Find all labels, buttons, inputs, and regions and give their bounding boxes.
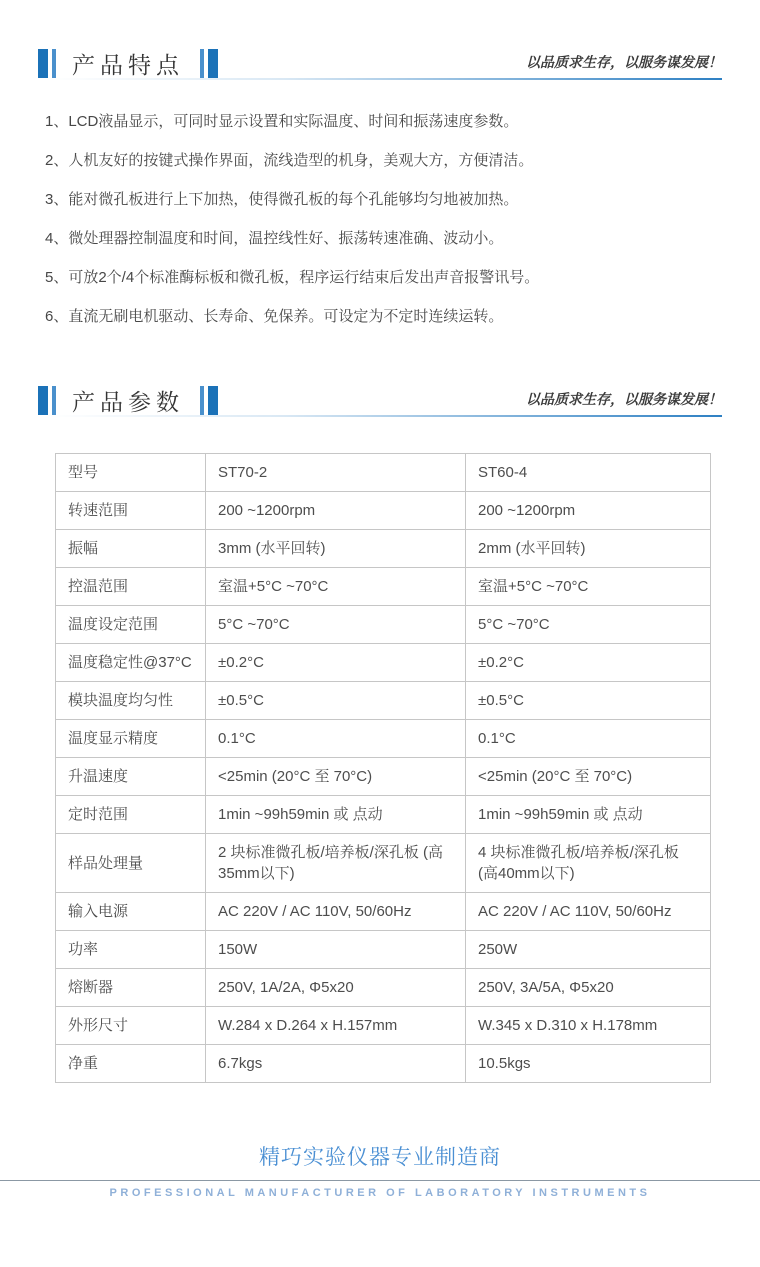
specs-section-header (38, 385, 722, 415)
spec-value-st60-4: 5°C ~70°C (466, 606, 711, 644)
accent-bar-thin-icon (52, 49, 56, 78)
spec-label: 熔断器 (56, 969, 206, 1007)
spec-value-st60-4: 0.1°C (466, 720, 711, 758)
spec-value-st60-4: ±0.5°C (466, 682, 711, 720)
specs-section-title: 产品参数 (72, 388, 184, 415)
spec-row (56, 644, 711, 682)
spec-row (56, 758, 711, 796)
spec-value-st60-4: 室温+5°C ~70°C (466, 568, 711, 606)
spec-row (56, 1007, 711, 1045)
accent-bar-thick-icon (208, 386, 218, 415)
spec-row (56, 568, 711, 606)
spec-row (56, 682, 711, 720)
footer-manufacturer-subtitle: PROFESSIONAL MANUFACTURER OF LABORATORY INSTRUMENTS (109, 1187, 651, 1199)
spec-label: 温度显示精度 (56, 720, 206, 758)
accent-bar-thick-icon (208, 49, 218, 78)
spec-label: 控温范围 (56, 568, 206, 606)
accent-bar-thick-icon (38, 386, 48, 415)
spec-label: 温度设定范围 (56, 606, 206, 644)
spec-value-st70-2: 150W (206, 931, 466, 969)
spec-value-st70-2: 6.7kgs (206, 1045, 466, 1083)
spec-value-st60-4: 2mm (水平回转) (466, 530, 711, 568)
spec-value-st70-2: W.284 x D.264 x H.157mm (206, 1007, 466, 1045)
spec-value-st60-4: 200 ~1200rpm (466, 492, 711, 530)
spec-row (56, 530, 711, 568)
accent-bar-thick-icon (38, 49, 48, 78)
spec-label: 净重 (56, 1045, 206, 1083)
spec-value-st60-4: 250W (466, 931, 711, 969)
spec-label: 转速范围 (56, 492, 206, 530)
spec-row (56, 454, 711, 492)
accent-bars-left (38, 386, 56, 415)
accent-bars-right (200, 49, 218, 78)
section-underline-rule (48, 78, 722, 80)
spec-value-st60-4: 1min ~99h59min 或 点动 (466, 796, 711, 834)
spec-table-body (56, 454, 711, 1083)
spec-value-st70-2: ±0.2°C (206, 644, 466, 682)
features-section-title: 产品特点 (72, 51, 184, 78)
spec-row (56, 893, 711, 931)
spec-table-container (55, 453, 710, 1083)
spec-value-st60-4: <25min (20°C 至 70°C) (466, 758, 711, 796)
spec-value-st70-2: ST70-2 (206, 454, 466, 492)
spec-row (56, 492, 711, 530)
spec-label: 振幅 (56, 530, 206, 568)
spec-label: 输入电源 (56, 893, 206, 931)
spec-row (56, 720, 711, 758)
spec-value-st60-4: 10.5kgs (466, 1045, 711, 1083)
spec-label: 型号 (56, 454, 206, 492)
section-underline-rule (48, 415, 722, 417)
spec-row (56, 969, 711, 1007)
features-section-header (38, 48, 722, 78)
spec-value-st60-4: 4 块标准微孔板/培养板/深孔板 (高40mm以下) (466, 834, 711, 893)
spec-label: 外形尺寸 (56, 1007, 206, 1045)
spec-value-st60-4: 250V, 3A/5A, Φ5x20 (466, 969, 711, 1007)
spec-value-st70-2: 0.1°C (206, 720, 466, 758)
spec-label: 功率 (56, 931, 206, 969)
spec-row (56, 796, 711, 834)
spec-value-st70-2: 200 ~1200rpm (206, 492, 466, 530)
spec-row (56, 834, 711, 893)
feature-item: 2、人机友好的按键式操作界面，流线造型的机身，美观大方，方便清洁。 (45, 152, 534, 169)
accent-bars-left (38, 49, 56, 78)
footer-manufacturer-title: 精巧实验仪器专业制造商 (259, 1146, 501, 1169)
spec-value-st70-2: 5°C ~70°C (206, 606, 466, 644)
spec-value-st70-2: 2 块标准微孔板/培养板/深孔板 (高35mm以下) (206, 834, 466, 893)
spec-label: 样品处理量 (56, 834, 206, 893)
accent-bar-thin-icon (200, 49, 204, 78)
accent-bar-thin-icon (52, 386, 56, 415)
spec-value-st60-4: ±0.2°C (466, 644, 711, 682)
spec-table (55, 453, 711, 1083)
spec-row (56, 931, 711, 969)
spec-label: 升温速度 (56, 758, 206, 796)
spec-row (56, 1045, 711, 1083)
spec-value-st70-2: 室温+5°C ~70°C (206, 568, 466, 606)
spec-value-st70-2: <25min (20°C 至 70°C) (206, 758, 466, 796)
spec-value-st60-4: AC 220V / AC 110V, 50/60Hz (466, 893, 711, 931)
spec-value-st70-2: ±0.5°C (206, 682, 466, 720)
spec-value-st60-4: W.345 x D.310 x H.178mm (466, 1007, 711, 1045)
feature-item: 1、LCD液晶显示，可同时显示设置和实际温度、时间和振荡速度参数。 (45, 113, 519, 130)
feature-item: 3、能对微孔板进行上下加热，使得微孔板的每个孔能够均匀地被加热。 (45, 191, 519, 208)
spec-value-st70-2: 3mm (水平回转) (206, 530, 466, 568)
company-slogan: 以品质求生存，以服务谋发展！ (526, 391, 722, 407)
footer-divider-rule (0, 1180, 760, 1181)
spec-label: 模块温度均匀性 (56, 682, 206, 720)
feature-item: 5、可放2个/4个标准酶标板和微孔板，程序运行结束后发出声音报警讯号。 (45, 269, 540, 286)
spec-value-st70-2: 1min ~99h59min 或 点动 (206, 796, 466, 834)
company-slogan: 以品质求生存，以服务谋发展！ (526, 54, 722, 70)
feature-item: 4、微处理器控制温度和时间，温控线性好、振荡转速准确、波动小。 (45, 230, 504, 247)
spec-value-st70-2: AC 220V / AC 110V, 50/60Hz (206, 893, 466, 931)
accent-bar-thin-icon (200, 386, 204, 415)
spec-row (56, 606, 711, 644)
spec-label: 定时范围 (56, 796, 206, 834)
page-footer (0, 1141, 760, 1199)
spec-label: 温度稳定性@37°C (56, 644, 206, 682)
accent-bars-right (200, 386, 218, 415)
feature-item: 6、直流无刷电机驱动、长寿命、免保养。可设定为不定时连续运转。 (45, 308, 504, 325)
spec-value-st60-4: ST60-4 (466, 454, 711, 492)
feature-list (45, 112, 720, 327)
spec-value-st70-2: 250V, 1A/2A, Φ5x20 (206, 969, 466, 1007)
